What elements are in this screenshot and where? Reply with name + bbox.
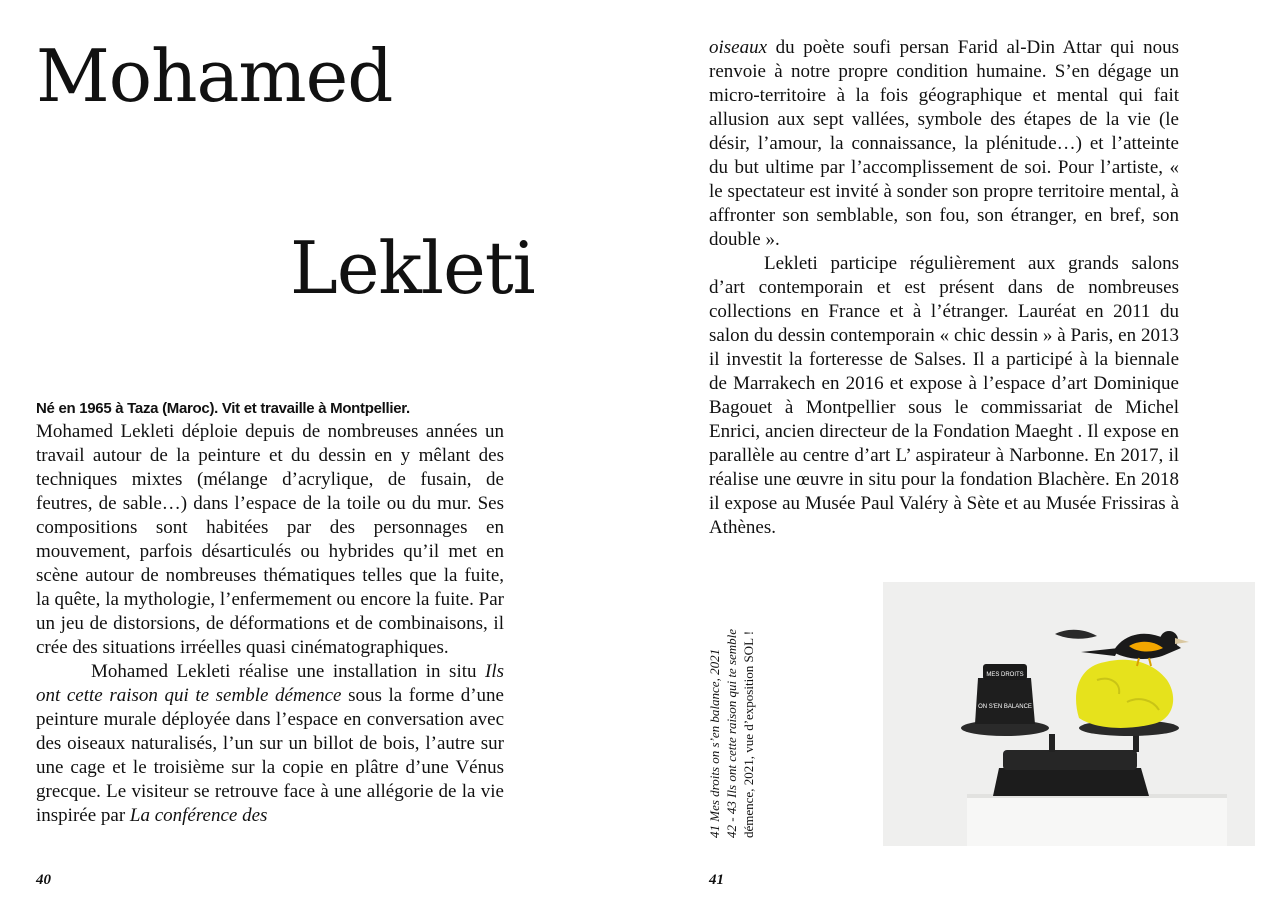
paragraph-installation (36, 660, 504, 828)
title-last-name: Lekleti (290, 226, 535, 310)
page-number-right: 41 (709, 872, 724, 888)
right-body-text (709, 36, 1179, 540)
caption-line-1: 41 Mes droits on s’en balance, 2021 (707, 648, 722, 838)
scale-base (993, 768, 1149, 796)
page-number-left: 40 (36, 872, 51, 888)
paragraph-career: Lekleti participe régulièrement aux grands salons d’art contemporain et est présent dans de nombreuses collections en France et à l’étranger. Lauréat en 2011 du salon du dessin contemporain « chic dessin » à Paris, en 2013 il investit la forteresse de Salses. Il a participé à la biennale de Marrakech en 2016 et expose à l’espace d’art Dominique Bagouet à Montpellier sous le commissariat de Michel Enrici, ancien directeur de la Fondation Maeght . Il expose en parallèle au centre d’art L’ aspirateur à Narbonne. En 2017, il réalise une œuvre in situ pour la fondation Blachère. En 2018 il expose au Musée Paul Valéry à Sète et au Musée Frissiras à Athènes. (709, 253, 1179, 538)
weight-label-bottom: ON S'EN BALANCE (978, 704, 1032, 710)
artist-bio: Né en 1965 à Taza (Maroc). Vit et travaille à Montpellier. (36, 400, 410, 417)
conference-title-start: La conférence des (129, 805, 268, 826)
left-body-text (36, 420, 504, 828)
conference-title-end: oiseaux (709, 37, 768, 58)
installation-text-b: sous la forme d’une peinture murale déployée dans l’espace en conversation avec des oiseaux naturalisés, l’un sur un billot de bois, l’autre sur une cage et le troisième sur la copie en plâtre d’une Vénus grecque. Le visiteur se retrouve face à une allégorie de la vie inspirée par (36, 685, 504, 826)
weight-label-top: MES DROITS (986, 672, 1024, 678)
photo-caption (706, 628, 766, 838)
installation-text-a: Mohamed Lekleti réalise une installation in situ (91, 661, 485, 682)
weight-block (975, 678, 1035, 724)
caption-line-3: démence, 2021, vue d’exposition SOL ! (741, 630, 756, 838)
paragraph-intro: Mohamed Lekleti déploie depuis de nombreuses années un travail autour de la peinture et du dessin en y mêlant des techniques mixtes (mélange d’acrylique, de fusain, de feutres, de sable…) dans l’espace de la toile ou du mur. Ses compositions sont habitées par des personnages en mouvement, parfois désarticulés ou hybrides qu’il met en scène autour de nombreuses thématiques telles que la fuite, la quête, la mythologie, l’enfermement ou encore la fuite. Par un jeu de distorsions, de déformations et de combinaisons, il crée des situations irréelles quasi cinématographiques. (36, 421, 504, 658)
paragraph-continuation (709, 36, 1179, 252)
continuation-text: du poète soufi persan Farid al-Din Attar qui nous renvoie à notre propre condition humaine. S’en dégage un micro-territoire à la fois géographique et mental qui fait allusion aux sept vallées, symbole des étapes de la vie (le désir, l’amour, la connaissance, la plénitude…) et l’atteinte du but ultime par l’accomplissement de soi. Pour l’artiste, « le spectateur est invité à sonder son propre territoire mental, à affronter son semblable, son fou, son étranger, en bref, son double ». (709, 37, 1179, 250)
artwork-illustration (883, 582, 1255, 846)
pedestal (967, 796, 1227, 846)
artwork-photo (883, 582, 1255, 846)
right-page (643, 0, 1286, 912)
title-first-name: Mohamed (36, 34, 393, 118)
caption-line-2: 42 - 43 Ils ont cette raison qui te semble (724, 628, 739, 838)
installation-title: Ils ont cette raison qui te semble démence (36, 661, 504, 706)
